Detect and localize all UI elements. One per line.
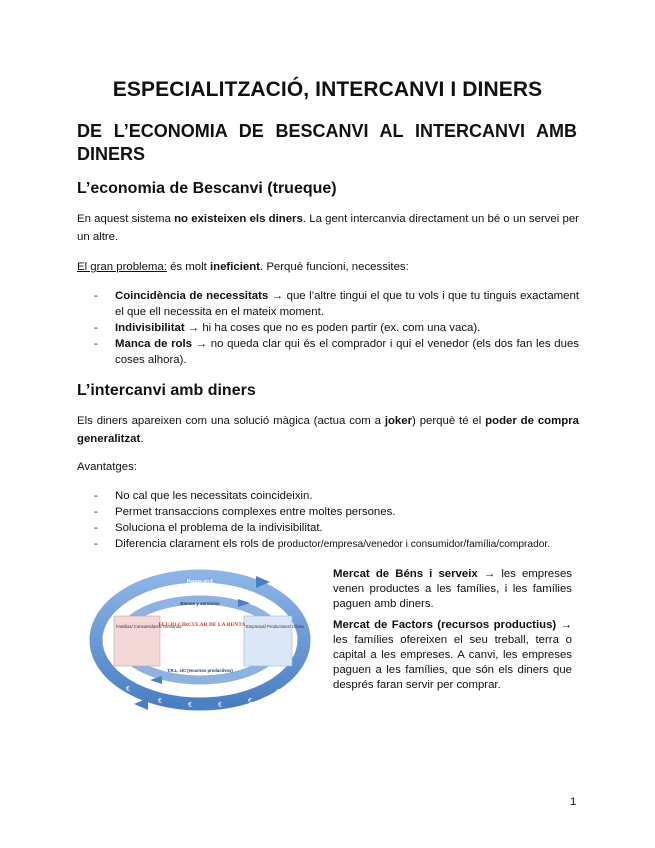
paragraph-money-intro [77, 413, 579, 448]
text: Diferencia clarament els rols de [115, 538, 278, 550]
inner-flow-label: Bienes y servicios [180, 601, 220, 606]
document-title: ESPECIALITZACIÓ, INTERCANVI I DINERS [112, 78, 543, 101]
bold-text: joker [384, 415, 413, 427]
problem-list [77, 288, 579, 368]
text: és molt [166, 261, 210, 273]
underlined-text: El gran problema: [77, 261, 167, 273]
small-text: productor/empresa/venedor i consumidor/família/comprador. [277, 539, 551, 550]
bold-text: Indivisibilitat [115, 322, 185, 334]
bold-text: no existeixen els diners [174, 213, 303, 225]
text: Els diners apareixen com una solució màgica (actua com a [77, 415, 385, 427]
euro-symbol: € [158, 698, 162, 705]
text: . La gent intercanvia directament un bé o un servei per un altre. [77, 213, 579, 243]
euro-symbol: € [218, 702, 222, 709]
bold-text: poder de compra generalitzat [77, 415, 579, 445]
text: → que l’altre tingui el que tu vols i que tu tinguis exactament el que ell necessita en el mateix moment. [115, 290, 579, 318]
advantages-label: Avantatges: [77, 461, 137, 473]
section-title: DE L’ECONOMIA DE BESCANVI AL INTERCANVI AMB DINERS [77, 121, 577, 164]
top-flow-label: Pagos en € [186, 579, 214, 585]
list-item [77, 536, 579, 553]
text: → les famílies ofereixen el seu treball, terra o capital a les empreses. A canvi, les empreses paguen a les famílies, que són els diners que després faran servir per comprar. [333, 619, 573, 691]
text: → les empreses venen productes a les famílies, i les famílies paguen amb diners. [333, 568, 572, 610]
text: En aquest sistema [77, 213, 175, 225]
euro-symbol: € [248, 698, 252, 705]
bold-text: Mercat de Béns i serveix [333, 568, 478, 580]
bullet-dash: - [94, 338, 98, 350]
bullet-dash: - [94, 506, 98, 518]
text: No cal que les necessitats coincideixin. [115, 490, 313, 502]
bullet-dash: - [94, 490, 98, 502]
text: → hi ha coses que no es poden partir (ex. com una vaca). [184, 322, 481, 334]
text: Permet transaccions complexes entre moltes persones. [115, 506, 396, 518]
euro-symbol: € [126, 686, 130, 693]
list-item [77, 336, 579, 368]
bullet-dash: - [94, 522, 98, 534]
paragraph-barter-intro [77, 211, 579, 246]
text: . [140, 432, 144, 445]
heading-money-exchange: L’intercanvi amb diners [77, 382, 256, 399]
text: ) perquè té el [412, 415, 486, 427]
list-item [77, 520, 579, 536]
households-label: Familias/ Consumidores/ Demanda [116, 624, 182, 629]
circular-flow-diagram [88, 566, 316, 716]
factors-market-text [333, 618, 572, 693]
list-item [77, 288, 579, 320]
bullet-dash: - [94, 290, 98, 302]
euro-symbol: € [188, 702, 192, 709]
bold-text: Coincidència de necessitats [115, 290, 269, 302]
text: → no queda clar qui és el comprador i qui el venedor (els dos fan les dues coses alhora). [115, 338, 579, 366]
text: Soluciona el problema de la indivisibilitat. [115, 522, 323, 534]
text: . Perquè funcioni, necessites: [259, 261, 409, 273]
bullet-dash: - [94, 322, 98, 334]
list-item [77, 504, 579, 520]
list-item [77, 320, 579, 336]
bullet-dash: - [94, 538, 98, 550]
paragraph-big-problem [77, 259, 579, 277]
bottom-flow-label: T.R.L, s/C (recursos productivos) [167, 668, 233, 673]
heading-barter: L’economia de Bescanvi (trueque) [77, 180, 337, 197]
page-number: 1 [570, 796, 577, 808]
list-item [77, 488, 579, 504]
center-title: FLUJO CIRCULAR DE LA RENTA [158, 622, 246, 628]
advantages-list [77, 488, 579, 553]
bold-text: Manca de rols [115, 338, 193, 350]
bold-text: Mercat de Factors (recursos productius) [333, 619, 557, 631]
firms-label: Empresas/ Productores/ Oferta [246, 624, 304, 629]
euro-symbol: € [276, 689, 280, 696]
bold-text: ineficient [209, 261, 260, 273]
goods-market-text [333, 567, 572, 612]
